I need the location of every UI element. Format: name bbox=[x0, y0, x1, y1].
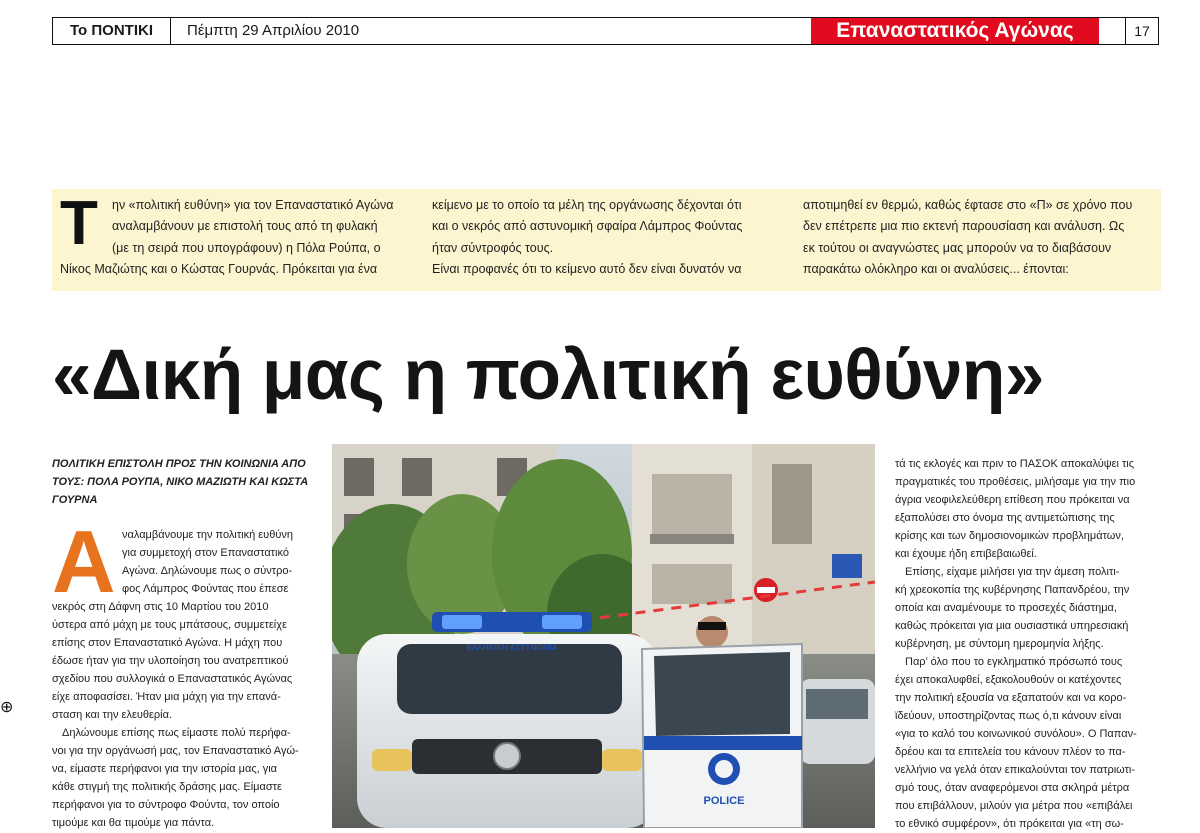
body-line: και έχουμε ήδη επιβεβαιωθεί. bbox=[895, 548, 1037, 560]
lead-line: ΓΟΥΡΝΑ bbox=[52, 494, 98, 506]
intro-line: κείμενο με το οποίο τα μέλη της οργάνωσης δέχονται ότι bbox=[432, 198, 742, 212]
lead-line: ΠΟΛΙΤΙΚΗ ΕΠΙΣΤΟΛΗ ΠΡΟΣ ΤΗΝ ΚΟΙΝΩΝΙΑ ΑΠΟ bbox=[52, 458, 306, 470]
body-line: Επίσης, είχαμε μιλήσει για την άμεση πολιτι- bbox=[905, 566, 1120, 578]
body-line: Αγώνα. Δηλώνουμε πως ο σύντρο- bbox=[122, 565, 293, 577]
intro-line: παρακάτω ολόκληρο και οι αναλύσεις... έπονται: bbox=[803, 261, 1069, 276]
section-title: Επαναστατικός Αγώνας bbox=[811, 18, 1099, 44]
body-line: φος Λάμπρος Φούντας που έπεσε bbox=[122, 583, 289, 595]
door-text: POLICE bbox=[703, 795, 745, 807]
intro-column-3 bbox=[803, 195, 1132, 280]
body-line: πραγματικές του προθέσεις, μιλήσαμε για την πιο bbox=[895, 476, 1136, 488]
body-line: ναλαμβάνουμε την πολιτική ευθύνη bbox=[122, 529, 293, 541]
body-line: σμό τους, όταν αναφερόμενοι στα σκληρά μέτρα bbox=[895, 782, 1130, 794]
body-line: επίσης στον Επαναστατικό Αγώνα. Η μάχη που bbox=[52, 637, 283, 649]
body-line: κρίσης και των δημοσιονομικών προβλημάτων, bbox=[895, 530, 1124, 542]
body-line: να, είμαστε περήφανοι για την ιστορία μας, για bbox=[52, 763, 278, 775]
lightbar-text: ΕΛΛΗΝΙΚΗ ΑΣΤΥΝΟΜΙΑ bbox=[466, 643, 558, 652]
body-line: «για το καλό του κοινωνικού συνόλου». Ο Παπαν- bbox=[895, 728, 1137, 740]
body-column-3 bbox=[895, 455, 1163, 833]
intro-line: Είναι προφανές ότι το κείμενο αυτό δεν είναι δυνατόν να bbox=[432, 261, 742, 276]
body-line: κή χρεοκοπία της κυβέρνησης Παπανδρέου, την bbox=[895, 584, 1130, 596]
intro-line: δεν επέτρεπε μια πιο εκτενή παρουσίαση και ανάλυση. Ως bbox=[803, 219, 1125, 234]
body-column-1 bbox=[52, 526, 320, 832]
body-line: εξαπολύσει στο όνομα της αντιμετώπισης της bbox=[895, 512, 1115, 524]
intro-dropcap: Τ bbox=[60, 189, 98, 258]
body-line: το εθνικό συμφέρον», ότι πρόκειται για «τη σω- bbox=[895, 818, 1124, 830]
body-line: οποία και αναμένουμε το προσεχές διάστημα, bbox=[895, 602, 1117, 614]
body-line: ύστερα από μάχη με τους μπάτσους, συμμετείχε bbox=[52, 619, 287, 631]
intro-line: και ο νεκρός από αστυνομική σφαίρα Λάμπρος Φούντας bbox=[432, 219, 743, 234]
body-line: κάθε στιγμή της πολιτικής δράσης μας. Είμαστε bbox=[52, 781, 282, 793]
body-line: έδωσε ήταν για την υλοποίηση του ανατρεπτικού bbox=[52, 655, 289, 667]
photo-illustration bbox=[332, 444, 875, 828]
intro-line: ην «πολιτική ευθύνη» για τον Επαναστατικό Αγώνα bbox=[112, 198, 394, 212]
body-line: άγρια νεοφιλελεύθερη επίθεση που πρόκειται να bbox=[895, 494, 1130, 506]
intro-line: εκ τούτου οι αναγνώστες μας μπορούν να το διαβάσουν bbox=[803, 240, 1112, 255]
newspaper-name: To ΠΟΝΤΙΚΙ bbox=[53, 18, 171, 44]
intro-line: αναλαμβάνουν με επιστολή τους από τη φυλακή bbox=[112, 219, 378, 234]
intro-line: ήταν σύντροφός τους. bbox=[432, 240, 554, 255]
body-line: την πολιτική εξουσία να εξαπατούν και να κορο- bbox=[895, 692, 1127, 704]
body-line: ϊδεύουν, υποστηρίζοντας πως ό,τι κάνουν είναι bbox=[895, 710, 1122, 722]
registration-target-icon: ⊕ bbox=[0, 699, 14, 716]
body-line: δρέου και τα επιτελεία του κάνουν πλέον το πα- bbox=[895, 746, 1126, 758]
body-dropcap: Α bbox=[52, 512, 116, 611]
article-lead bbox=[52, 455, 320, 509]
body-line: τά τις εκλογές και πριν το ΠΑΣΟΚ αποκαλύψει τις bbox=[895, 458, 1135, 470]
intro-line: αποτιμηθεί εν θερμώ, καθώς έφτασε στο «Π» σε χρόνο που bbox=[803, 198, 1133, 212]
body-line: για συμμετοχή στον Επαναστατικό bbox=[122, 547, 289, 559]
body-line: που επιβάλλουν, μιλούν για μέτρα που «επιβάλει bbox=[895, 800, 1133, 812]
intro-line: Νίκος Μαζιώτης και ο Κώστας Γουρνάς. Πρόκειται για ένα bbox=[60, 261, 378, 276]
intro-column-1 bbox=[60, 189, 394, 280]
body-line: σχεδίου που συλλογικά ο Επαναστατικός Αγώνας bbox=[52, 673, 293, 685]
lead-line: ΤΟΥΣ: ΠΟΛΑ ΡΟΥΠΑ, ΝΙΚΟ ΜΑΖΙΩΤΗ ΚΑΙ ΚΩΣΤΑ bbox=[52, 476, 309, 488]
body-line: σταση και την ελευθερία. bbox=[52, 709, 173, 721]
body-line: νελλήνιο να γελά όταν επικαλούνται τον πατριωτι- bbox=[895, 764, 1136, 776]
issue-date: Πέμπτη 29 Απριλίου 2010 bbox=[187, 22, 360, 39]
body-line: Παρ’ όλο που το εγκληματικό πρόσωπό τους bbox=[905, 656, 1123, 668]
page-header bbox=[52, 17, 1159, 45]
body-line: κυβέρνηση, με σύντομη ημερομηνία λήξης. bbox=[895, 638, 1104, 650]
body-line: νοι για την οργάνωσή μας, τον Επαναστατικό Αγώ- bbox=[52, 745, 299, 757]
body-line: περήφανοι για το σύντροφο Φούντα, τον οποίο bbox=[52, 799, 280, 811]
body-line: νεκρός στη Δάφνη στις 10 Μαρτίου του 2010 bbox=[52, 601, 269, 613]
police-car-photo bbox=[332, 444, 875, 828]
intro-line: (με τη σειρά που υπογράφουν) η Πόλα Ρούπα, ο bbox=[112, 240, 381, 255]
article-headline: «Δική μας η πολιτική ευθύνη» bbox=[52, 336, 1044, 415]
body-line: καθώς πρόκειται για μια ουσιαστικά υπηρεσιακή bbox=[895, 620, 1129, 632]
intro-column-2 bbox=[432, 195, 742, 280]
intro-box bbox=[52, 189, 1161, 291]
page-number: 17 bbox=[1125, 18, 1158, 44]
body-line: τιμούμε και θα τιμούμε για πάντα. bbox=[52, 817, 215, 829]
body-line: Δηλώνουμε επίσης πως είμαστε πολύ περήφα- bbox=[62, 727, 291, 739]
body-line: έχει αποκαλυφθεί, εξακολουθούν οι κατέχοντες bbox=[895, 674, 1122, 686]
body-line: είχε αποφασίσει. Ήταν μια μάχη για την επανά- bbox=[52, 691, 281, 703]
